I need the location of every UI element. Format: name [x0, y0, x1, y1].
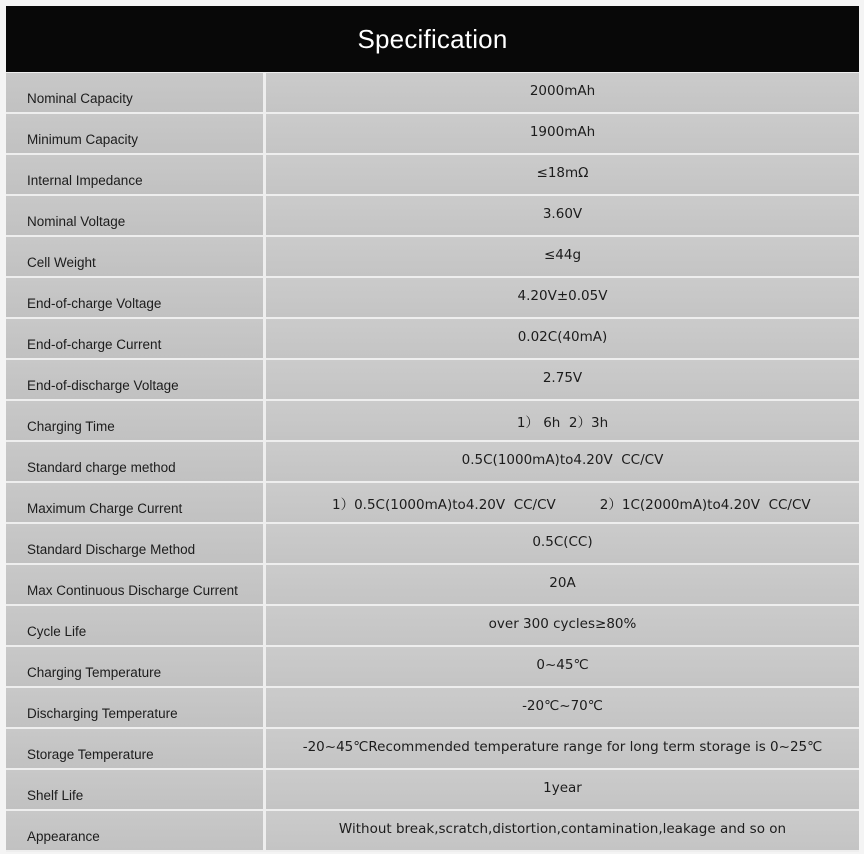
spec-value: ≤44g — [266, 237, 859, 276]
spec-row-appearance — [6, 811, 859, 850]
spec-value: 1900mAh — [266, 114, 859, 153]
spec-row-max-continuous-discharge-current — [6, 565, 859, 604]
spec-value: over 300 cycles≥80% — [266, 606, 859, 645]
spec-value: 4.20V±0.05V — [266, 278, 859, 317]
spec-label: Discharging Temperature — [6, 688, 263, 727]
spec-value: 0.5C(1000mA)to4.20V CC/CV — [266, 442, 859, 481]
spec-title: Specification — [6, 6, 859, 72]
spec-row-storage-temperature — [6, 729, 859, 768]
spec-value: 0~45℃ — [266, 647, 859, 686]
spec-label: End-of-charge Current — [6, 319, 263, 358]
spec-label: Internal Impedance — [6, 155, 263, 194]
spec-label: End-of-discharge Voltage — [6, 360, 263, 399]
spec-row-charging-temperature — [6, 647, 859, 686]
spec-table — [6, 73, 859, 852]
spec-label: Shelf Life — [6, 770, 263, 809]
spec-value: -20~45℃Recommended temperature range for long term storage is 0~25℃ — [266, 729, 859, 768]
spec-value: Without break,scratch,distortion,contamination,leakage and so on — [266, 811, 859, 850]
spec-value: 0.02C(40mA) — [266, 319, 859, 358]
spec-label: Charging Time — [6, 401, 263, 440]
spec-row-standard-discharge-method — [6, 524, 859, 563]
spec-row-internal-impedance — [6, 155, 859, 194]
spec-label: Nominal Voltage — [6, 196, 263, 235]
spec-value: 2.75V — [266, 360, 859, 399]
spec-row-end-of-charge-current — [6, 319, 859, 358]
spec-value: -20℃~70℃ — [266, 688, 859, 727]
spec-row-minimum-capacity — [6, 114, 859, 153]
spec-row-shelf-life — [6, 770, 859, 809]
spec-label: Nominal Capacity — [6, 73, 263, 112]
spec-label: Charging Temperature — [6, 647, 263, 686]
spec-value-option-2: 2）1C(2000mA)to4.20V CC/CV — [599, 497, 811, 513]
spec-label: Minimum Capacity — [6, 114, 263, 153]
spec-label: Maximum Charge Current — [6, 483, 263, 522]
spec-value: 20A — [266, 565, 859, 604]
spec-row-end-of-discharge-voltage — [6, 360, 859, 399]
spec-row-maximum-charge-current — [6, 483, 859, 522]
spec-row-discharging-temperature — [6, 688, 859, 727]
spec-row-cycle-life — [6, 606, 859, 645]
spec-row-nominal-voltage — [6, 196, 859, 235]
spec-row-charging-time — [6, 401, 859, 440]
spec-row-end-of-charge-voltage — [6, 278, 859, 317]
spec-label: Standard charge method — [6, 442, 263, 481]
spec-value: ≤18mΩ — [266, 155, 859, 194]
spec-value: 2000mAh — [266, 73, 859, 112]
spec-sheet — [6, 6, 859, 852]
spec-label: Standard Discharge Method — [6, 524, 263, 563]
spec-label: Cell Weight — [6, 237, 263, 276]
spec-label: Max Continuous Discharge Current — [6, 565, 263, 604]
spec-value: 3.60V — [266, 196, 859, 235]
spec-label: End-of-charge Voltage — [6, 278, 263, 317]
spec-value: 1） 6h 2）3h — [266, 401, 859, 440]
spec-value-option-1: 1）0.5C(1000mA)to4.20V CC/CV — [332, 497, 556, 513]
spec-value: 0.5C(CC) — [266, 524, 859, 563]
spec-row-cell-weight — [6, 237, 859, 276]
spec-value: 1year — [266, 770, 859, 809]
spec-value — [266, 483, 859, 522]
spec-row-standard-charge-method — [6, 442, 859, 481]
spec-label: Cycle Life — [6, 606, 263, 645]
spec-label: Appearance — [6, 811, 263, 850]
spec-row-nominal-capacity — [6, 73, 859, 112]
spec-label: Storage Temperature — [6, 729, 263, 768]
